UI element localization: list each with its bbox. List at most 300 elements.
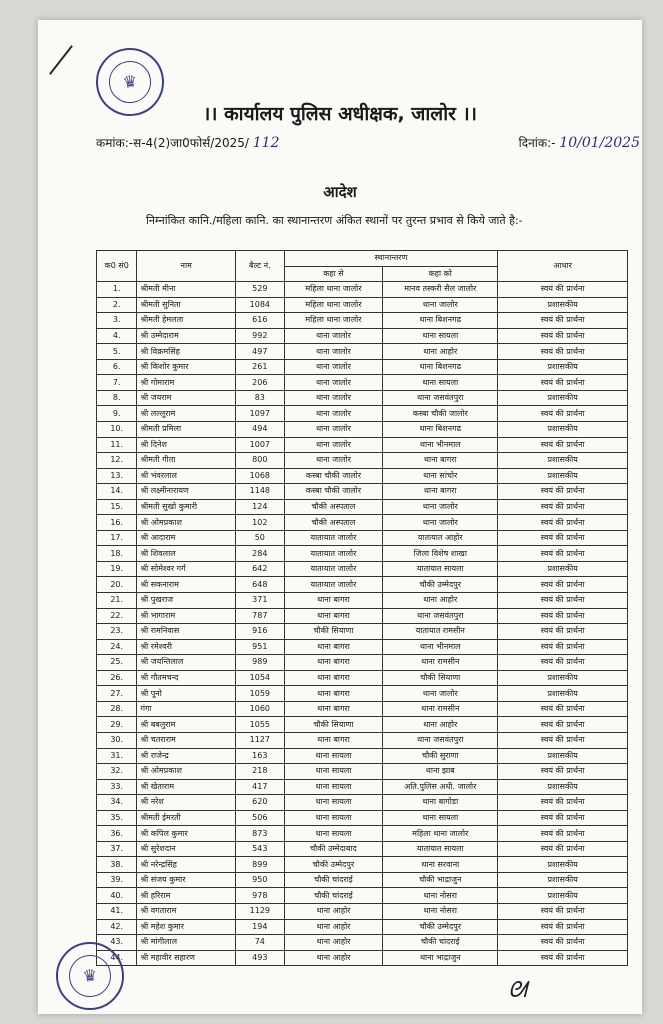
from-cell: महिला थाना जालोर (284, 282, 383, 298)
to-cell: थाना रामसीन (383, 655, 498, 671)
to-cell: थाना जसवंतपुरा (383, 608, 498, 624)
from-cell: थाना बागरा (284, 593, 383, 609)
from-cell: चौकी चांदराई (284, 872, 383, 888)
table-row (97, 608, 628, 624)
table-row (97, 468, 628, 484)
basis-cell: स्वयं की प्रार्थना (498, 810, 628, 826)
col-belt: बैल्ट नं. (235, 251, 284, 282)
basis-cell: स्वयं की प्रार्थना (498, 344, 628, 360)
table-row (97, 950, 628, 966)
from-cell: चौकी सियाणा (284, 624, 383, 640)
from-cell: थाना सायला (284, 810, 383, 826)
name-cell: श्रीमती सुखो कुमारी (137, 499, 236, 515)
date-handwritten: 10/01/2025 (559, 135, 640, 151)
table-row (97, 686, 628, 702)
belt-cell: 102 (235, 515, 284, 531)
name-cell: श्री नरेन्द्रसिंह (137, 857, 236, 873)
table-row (97, 841, 628, 857)
emblem-icon: ♛ (67, 953, 113, 999)
name-cell: श्री चतराराम (137, 732, 236, 748)
serial-cell: 6. (97, 359, 137, 375)
basis-cell: स्वयं की प्रार्थना (498, 484, 628, 500)
serial-cell: 37. (97, 841, 137, 857)
belt-cell: 74 (235, 935, 284, 951)
to-cell: थाना जालोर (383, 297, 498, 313)
basis-cell: स्वयं की प्रार्थना (498, 919, 628, 935)
belt-cell: 124 (235, 499, 284, 515)
serial-cell: 44. (97, 950, 137, 966)
serial-cell: 23. (97, 624, 137, 640)
col-serial: क0 सं0 (97, 251, 137, 282)
name-cell: श्री रमेश्वरी (137, 639, 236, 655)
from-cell: थाना बागरा (284, 608, 383, 624)
serial-cell: 11. (97, 437, 137, 453)
order-intro: निम्नांकित कानि./महिला कानि. का स्थानान्तरण अंकित स्थानों पर तुरन्त प्रभाव से किये जाते है:- (146, 214, 523, 227)
name-cell: श्री बबलुराम (137, 717, 236, 733)
table-row (97, 779, 628, 795)
basis-cell: स्वयं की प्रार्थना (498, 375, 628, 391)
basis-cell: स्वयं की प्रार्थना (498, 701, 628, 717)
serial-cell: 9. (97, 406, 137, 422)
belt-cell: 218 (235, 764, 284, 780)
belt-cell: 642 (235, 561, 284, 577)
col-from: कहा से (284, 266, 383, 282)
table-row (97, 857, 628, 873)
name-cell: श्री भागाराम (137, 608, 236, 624)
transfer-table (96, 250, 628, 966)
to-cell: थाना बिशनगढ (383, 422, 498, 438)
table-row (97, 359, 628, 375)
pen-mark (49, 45, 73, 75)
to-cell: यातायात सायला (383, 561, 498, 577)
order-heading: आदेश (323, 183, 357, 201)
serial-cell: 18. (97, 546, 137, 562)
to-cell: थाना झाब (383, 764, 498, 780)
name-cell: श्री गौतमचन्द (137, 670, 236, 686)
basis-cell: स्वयं की प्रार्थना (498, 717, 628, 733)
office-title: ।। कार्यालय पुलिस अधीक्षक, जालोर ।। (203, 103, 477, 125)
basis-cell: स्वयं की प्रार्थना (498, 406, 628, 422)
belt-cell: 1068 (235, 468, 284, 484)
to-cell: थाना जालोर (383, 686, 498, 702)
table-row (97, 888, 628, 904)
name-cell: श्री लक्ष्मीनारायण (137, 484, 236, 500)
to-cell: थाना बागोडा (383, 795, 498, 811)
name-cell: श्रीमती मीना (137, 282, 236, 298)
table-row (97, 748, 628, 764)
belt-cell: 1059 (235, 686, 284, 702)
serial-cell: 42. (97, 919, 137, 935)
from-cell: थाना सायला (284, 795, 383, 811)
to-cell: थाना आहोर (383, 344, 498, 360)
basis-cell: प्रशासकीय (498, 670, 628, 686)
table-row (97, 577, 628, 593)
table-row (97, 297, 628, 313)
table-row (97, 624, 628, 640)
name-cell: श्री पूनो (137, 686, 236, 702)
to-cell: थाना बागरा (383, 484, 498, 500)
to-cell: अति.पुलिस अधी. जालोर (383, 779, 498, 795)
table-row (97, 375, 628, 391)
basis-cell: स्वयं की प्रार्थना (498, 282, 628, 298)
from-cell: महिला थाना जालोर (284, 313, 383, 329)
to-cell: थाना नोसरा (383, 888, 498, 904)
belt-cell: 284 (235, 546, 284, 562)
to-cell: थाना जसवंतपुरा (383, 732, 498, 748)
emblem-icon: ♛ (106, 58, 153, 105)
belt-cell: 1097 (235, 406, 284, 422)
from-cell: चौकी चांदराई (284, 888, 383, 904)
to-cell: चौकी चांदराई (383, 935, 498, 951)
table-row (97, 406, 628, 422)
table-row (97, 903, 628, 919)
from-cell: थाना बागरा (284, 701, 383, 717)
basis-cell: स्वयं की प्रार्थना (498, 499, 628, 515)
serial-cell: 29. (97, 717, 137, 733)
from-cell: यातायात जालोर (284, 530, 383, 546)
to-cell: थाना बिशनगढ (383, 359, 498, 375)
reference-number (96, 134, 279, 151)
serial-cell: 12. (97, 453, 137, 469)
table-row (97, 655, 628, 671)
basis-cell: स्वयं की प्रार्थना (498, 530, 628, 546)
from-cell: थाना जालोर (284, 437, 383, 453)
table-row (97, 732, 628, 748)
name-cell: श्री महावीर सहारण (137, 950, 236, 966)
table-row (97, 344, 628, 360)
belt-cell: 417 (235, 779, 284, 795)
to-cell: थाना नोसरा (383, 903, 498, 919)
from-cell: यातायात जालोर (284, 577, 383, 593)
from-cell: चौकी उम्मेदपुर (284, 857, 383, 873)
serial-cell: 38. (97, 857, 137, 873)
table-row (97, 437, 628, 453)
basis-cell: प्रशासकीय (498, 779, 628, 795)
serial-cell: 28. (97, 701, 137, 717)
name-cell: श्री पुखराज (137, 593, 236, 609)
basis-cell: स्वयं की प्रार्थना (498, 515, 628, 531)
basis-cell: स्वयं की प्रार्थना (498, 624, 628, 640)
to-cell: यातायात आहोर (383, 530, 498, 546)
belt-cell: 371 (235, 593, 284, 609)
basis-cell: प्रशासकीय (498, 359, 628, 375)
table-row (97, 484, 628, 500)
serial-cell: 39. (97, 872, 137, 888)
basis-cell: प्रशासकीय (498, 872, 628, 888)
serial-cell: 30. (97, 732, 137, 748)
name-cell: श्रीमती हेमलता (137, 313, 236, 329)
name-cell: श्री नरेश (137, 795, 236, 811)
basis-cell: प्रशासकीय (498, 422, 628, 438)
name-cell: श्री भंवरलाल (137, 468, 236, 484)
serial-cell: 17. (97, 530, 137, 546)
to-cell: यातायात रामसीन (383, 624, 498, 640)
to-cell: थाना आहोर (383, 717, 498, 733)
from-cell: यातायात जालोर (284, 561, 383, 577)
serial-cell: 40. (97, 888, 137, 904)
to-cell: मानव तस्करी सैल जालोर (383, 282, 498, 298)
table-body (97, 282, 628, 966)
name-cell: श्री विक्रमसिंह (137, 344, 236, 360)
name-cell: गंगा (137, 701, 236, 717)
date-label: दिनांक:- (518, 136, 556, 150)
name-cell: श्री किशोर कुमार (137, 359, 236, 375)
belt-cell: 529 (235, 282, 284, 298)
to-cell: चौकी उम्मेदपुर (383, 919, 498, 935)
from-cell: चौकी उम्मेदाबाद (284, 841, 383, 857)
to-cell: थाना सांचोर (383, 468, 498, 484)
name-cell: श्री लल्लूराम (137, 406, 236, 422)
basis-cell: प्रशासकीय (498, 297, 628, 313)
table-row (97, 593, 628, 609)
to-cell: थाना सायला (383, 328, 498, 344)
belt-cell: 1148 (235, 484, 284, 500)
basis-cell: स्वयं की प्रार्थना (498, 795, 628, 811)
serial-cell: 22. (97, 608, 137, 624)
from-cell: चौकी सियाणा (284, 717, 383, 733)
to-cell: थाना सायला (383, 375, 498, 391)
name-cell: श्री दिनेश (137, 437, 236, 453)
to-cell: थाना बागरा (383, 453, 498, 469)
from-cell: थाना सायला (284, 764, 383, 780)
serial-cell: 10. (97, 422, 137, 438)
from-cell: थाना जालोर (284, 422, 383, 438)
name-cell: श्री सकनाराम (137, 577, 236, 593)
name-cell: श्री रामनिवास (137, 624, 236, 640)
col-basis: आधार (498, 251, 628, 282)
col-name: नाम (137, 251, 236, 282)
to-cell: चौकी भाद्राजुन (383, 872, 498, 888)
name-cell: श्री कपिल कुमार (137, 826, 236, 842)
belt-cell: 873 (235, 826, 284, 842)
basis-cell: प्रशासकीय (498, 748, 628, 764)
table-row (97, 328, 628, 344)
name-cell: श्री ओमप्रकाश (137, 764, 236, 780)
serial-cell: 8. (97, 390, 137, 406)
serial-cell: 13. (97, 468, 137, 484)
belt-cell: 1127 (235, 732, 284, 748)
name-cell: श्री महेश कुमार (137, 919, 236, 935)
belt-cell: 50 (235, 530, 284, 546)
serial-cell: 27. (97, 686, 137, 702)
from-cell: थाना जालोर (284, 359, 383, 375)
table-row (97, 390, 628, 406)
to-cell: थाना रामसीन (383, 701, 498, 717)
basis-cell: स्वयं की प्रार्थना (498, 764, 628, 780)
to-cell: थाना बिशनगढ (383, 313, 498, 329)
document-page (38, 20, 642, 1014)
table-row (97, 422, 628, 438)
basis-cell: स्वयं की प्रार्थना (498, 639, 628, 655)
belt-cell: 800 (235, 453, 284, 469)
serial-cell: 41. (97, 903, 137, 919)
from-cell: थाना बागरा (284, 670, 383, 686)
name-cell: श्री सोमेश्वर गर्ग (137, 561, 236, 577)
table-row (97, 935, 628, 951)
to-cell: थाना जालोर (383, 499, 498, 515)
serial-cell: 31. (97, 748, 137, 764)
to-cell: थाना भीनमाल (383, 639, 498, 655)
from-cell: थाना बागरा (284, 732, 383, 748)
table-row (97, 701, 628, 717)
belt-cell: 916 (235, 624, 284, 640)
table-row (97, 872, 628, 888)
belt-cell: 194 (235, 919, 284, 935)
from-cell: थाना आहोर (284, 903, 383, 919)
basis-cell: स्वयं की प्रार्थना (498, 593, 628, 609)
serial-cell: 5. (97, 344, 137, 360)
basis-cell: स्वयं की प्रार्थना (498, 826, 628, 842)
belt-cell: 506 (235, 810, 284, 826)
name-cell: श्रीमती ईमरती (137, 810, 236, 826)
basis-cell: स्वयं की प्रार्थना (498, 313, 628, 329)
to-cell: थाना आहोर (383, 593, 498, 609)
name-cell: श्री गोमाराम (137, 375, 236, 391)
serial-cell: 36. (97, 826, 137, 842)
serial-cell: 43. (97, 935, 137, 951)
col-to: कहा को (383, 266, 498, 282)
belt-cell: 1055 (235, 717, 284, 733)
table-row (97, 282, 628, 298)
to-cell: थाना जसवंतपुरा (383, 390, 498, 406)
basis-cell: स्वयं की प्रार्थना (498, 950, 628, 966)
name-cell: श्रीमती सुनिता (137, 297, 236, 313)
belt-cell: 951 (235, 639, 284, 655)
name-cell: श्रीमती गीता (137, 453, 236, 469)
basis-cell: स्वयं की प्रार्थना (498, 608, 628, 624)
basis-cell: स्वयं की प्रार्थना (498, 935, 628, 951)
to-cell: थाना सायला (383, 810, 498, 826)
to-cell: जिला विशेष शाखा (383, 546, 498, 562)
table-row (97, 717, 628, 733)
serial-cell: 3. (97, 313, 137, 329)
serial-cell: 1. (97, 282, 137, 298)
serial-cell: 7. (97, 375, 137, 391)
to-cell: थाना जालोर (383, 515, 498, 531)
belt-cell: 83 (235, 390, 284, 406)
belt-cell: 1060 (235, 701, 284, 717)
from-cell: थाना बागरा (284, 686, 383, 702)
from-cell: थाना आहोर (284, 935, 383, 951)
table-row (97, 810, 628, 826)
belt-cell: 616 (235, 313, 284, 329)
to-cell: थाना सरवाना (383, 857, 498, 873)
from-cell: थाना सायला (284, 826, 383, 842)
from-cell: यातायात जालोर (284, 546, 383, 562)
from-cell: कस्बा चौकी जालोर (284, 468, 383, 484)
basis-cell: प्रशासकीय (498, 857, 628, 873)
basis-cell: प्रशासकीय (498, 561, 628, 577)
table-row (97, 561, 628, 577)
serial-cell: 25. (97, 655, 137, 671)
serial-cell: 20. (97, 577, 137, 593)
to-cell: थाना भाद्राजुन (383, 950, 498, 966)
table-row (97, 546, 628, 562)
belt-cell: 543 (235, 841, 284, 857)
serial-cell: 19. (97, 561, 137, 577)
col-transfer: स्थानान्तरण (284, 251, 498, 267)
basis-cell: स्वयं की प्रार्थना (498, 437, 628, 453)
name-cell: श्री उम्मेदाराम (137, 328, 236, 344)
name-cell: श्री मांगीलाल (137, 935, 236, 951)
to-cell: चौकी सुराणा (383, 748, 498, 764)
table-row (97, 530, 628, 546)
basis-cell: स्वयं की प्रार्थना (498, 903, 628, 919)
belt-cell: 1129 (235, 903, 284, 919)
basis-cell: स्वयं की प्रार्थना (498, 732, 628, 748)
name-cell: श्री जयन्तिलाल (137, 655, 236, 671)
name-cell: श्री वगताराम (137, 903, 236, 919)
serial-cell: 4. (97, 328, 137, 344)
table-row (97, 499, 628, 515)
name-cell: श्री ओमप्रकाश (137, 515, 236, 531)
belt-cell: 261 (235, 359, 284, 375)
belt-cell: 493 (235, 950, 284, 966)
serial-cell: 26. (97, 670, 137, 686)
table-row (97, 670, 628, 686)
basis-cell: स्वयं की प्रार्थना (498, 577, 628, 593)
basis-cell: स्वयं की प्रार्थना (498, 655, 628, 671)
belt-cell: 899 (235, 857, 284, 873)
name-cell: श्री खेताराम (137, 779, 236, 795)
table-row (97, 764, 628, 780)
to-cell: थाना भीनमाल (383, 437, 498, 453)
basis-cell: स्वयं की प्रार्थना (498, 328, 628, 344)
belt-cell: 1084 (235, 297, 284, 313)
belt-cell: 992 (235, 328, 284, 344)
table-row (97, 453, 628, 469)
table-row (97, 919, 628, 935)
signature: ᘛ (508, 978, 527, 1003)
serial-cell: 21. (97, 593, 137, 609)
from-cell: थाना जालोर (284, 406, 383, 422)
belt-cell: 620 (235, 795, 284, 811)
table-row (97, 795, 628, 811)
belt-cell: 950 (235, 872, 284, 888)
ref-label: कमांक:-स-4(2)जा0फोर्स/2025/ (96, 136, 249, 150)
basis-cell: प्रशासकीय (498, 888, 628, 904)
name-cell: श्री हरिराम (137, 888, 236, 904)
serial-cell: 24. (97, 639, 137, 655)
from-cell: थाना जालोर (284, 453, 383, 469)
name-cell: श्री जयराम (137, 390, 236, 406)
from-cell: चौकी अस्पताल (284, 499, 383, 515)
serial-cell: 33. (97, 779, 137, 795)
name-cell: श्री सुरेशदान (137, 841, 236, 857)
from-cell: कस्बा चौकी जालोर (284, 484, 383, 500)
table-row (97, 313, 628, 329)
from-cell: महिला थाना जालोर (284, 297, 383, 313)
belt-cell: 206 (235, 375, 284, 391)
serial-cell: 15. (97, 499, 137, 515)
name-cell: श्री शिवलाल (137, 546, 236, 562)
table-row (97, 826, 628, 842)
from-cell: थाना बागरा (284, 655, 383, 671)
basis-cell: स्वयं की प्रार्थना (498, 841, 628, 857)
belt-cell: 648 (235, 577, 284, 593)
to-cell: महिला थाना जालोर (383, 826, 498, 842)
serial-cell: 34. (97, 795, 137, 811)
table-row (97, 515, 628, 531)
belt-cell: 787 (235, 608, 284, 624)
from-cell: थाना जालोर (284, 328, 383, 344)
belt-cell: 497 (235, 344, 284, 360)
belt-cell: 163 (235, 748, 284, 764)
name-cell: श्री संजय कुमार (137, 872, 236, 888)
basis-cell: प्रशासकीय (498, 453, 628, 469)
table-row (97, 639, 628, 655)
date-block (519, 134, 640, 151)
